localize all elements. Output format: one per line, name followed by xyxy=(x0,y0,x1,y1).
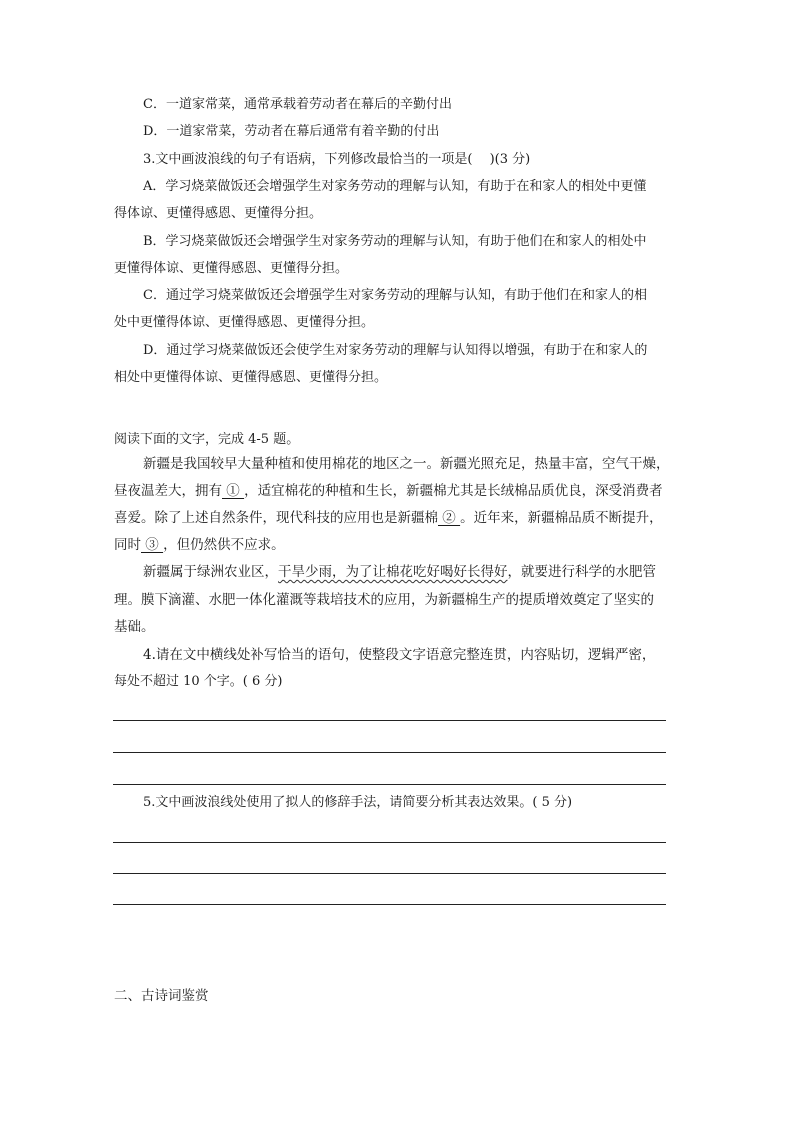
blank-1: ① xyxy=(222,483,245,499)
passage-text: ，但仍然供不应求。 xyxy=(163,537,285,553)
q3-stem: 3.文中画波浪线的句子有语病，下列修改最恰当的一项是( )(3 分) xyxy=(143,152,531,167)
passage-p2-line1 xyxy=(143,562,656,582)
q4-stem-line1: 4.请在文中横线处补写恰当的语句，使整段文字语意完整连贯，内容贴切，逻辑严密， xyxy=(143,647,656,663)
q3-option-a-line2: 得体谅、更懂得感恩、更懂得分担。 xyxy=(114,206,323,221)
q3-option-c-line2: 处中更懂得体谅、更懂得感恩、更懂得分担。 xyxy=(114,315,375,330)
passage-text: 昼夜温差大，拥有 xyxy=(114,483,222,499)
q3-option-c-line1: C．通过学习烧菜做饭还会增强学生对家务劳动的理解与认知，有助于他们在和家人的相 xyxy=(143,288,647,303)
answer-line[interactable] xyxy=(113,720,666,721)
section-heading: 二、古诗词鉴赏 xyxy=(114,988,209,1004)
q3-option-a-line1: A．学习烧菜做饭还会增强学生对家务劳动的理解与认知，有助于在和家人的相处中更懂 xyxy=(143,179,647,194)
passage-p2-line3: 基础。 xyxy=(114,619,155,635)
blank-2: ② xyxy=(438,510,461,526)
q5-stem: 5.文中画波浪线处使用了拟人的修辞手法，请简要分析其表达效果。( 5 分) xyxy=(143,795,573,810)
q2-option-c: C．一道家常菜，通常承载着劳动者在幕后的辛勤付出 xyxy=(143,97,452,112)
q3-option-b-line2: 更懂得体谅、更懂得感恩、更懂得分担。 xyxy=(114,261,349,276)
blank-3: ③ xyxy=(141,537,164,553)
passage-text: 喜爱。除了上述自然条件，现代科技的应用也是新疆棉 xyxy=(114,510,438,526)
q2-option-d: D．一道家常菜，劳动者在幕后通常有着辛勤的付出 xyxy=(143,124,440,139)
passage-p1-line1: 新疆是我国较早大量种植和使用棉花的地区之一。新疆光照充足，热量丰富，空气干燥， xyxy=(143,456,670,472)
answer-line[interactable] xyxy=(113,784,666,785)
passage-intro: 阅读下面的文字，完成 4-5 题。 xyxy=(114,432,300,447)
answer-line[interactable] xyxy=(113,842,666,843)
passage-text: 。近年来，新疆棉品质不断提升， xyxy=(460,510,663,526)
passage-p2-line2: 理。膜下滴灌、水肥一体化灌溉等栽培技术的应用，为新疆棉生产的提质增效奠定了坚实的 xyxy=(114,592,654,608)
answer-line[interactable] xyxy=(113,873,666,874)
answer-line[interactable] xyxy=(113,752,666,753)
passage-text: 同时 xyxy=(114,537,141,553)
q3-option-d-line2: 相处中更懂得体谅、更懂得感恩、更懂得分担。 xyxy=(114,370,388,385)
q3-option-d-line1: D．通过学习烧菜做饭还会使学生对家务劳动的理解与认知得以增强，有助于在和家人的 xyxy=(143,343,648,358)
passage-p1-line4 xyxy=(114,535,285,555)
q3-option-b-line1: B．学习烧菜做饭还会增强学生对家务劳动的理解与认知，有助于他们在和家人的相处中 xyxy=(143,234,647,249)
passage-text: ，就要进行科学的水肥管 xyxy=(507,564,656,580)
answer-line[interactable] xyxy=(113,904,666,905)
passage-text: ，适宜棉花的种植和生长，新疆棉尤其是长绒棉品质优良，深受消费者 xyxy=(244,483,663,499)
passage-text: 新疆属于绿洲农业区， xyxy=(143,564,278,580)
passage-p1-line2 xyxy=(114,481,663,501)
passage-p1-line3 xyxy=(114,508,663,528)
wavy-underlined-sentence: 干旱少雨，为了让棉花吃好喝好长得好 xyxy=(278,564,508,580)
q4-stem-line2: 每处不超过 10 个字。( 6 分) xyxy=(114,674,283,689)
